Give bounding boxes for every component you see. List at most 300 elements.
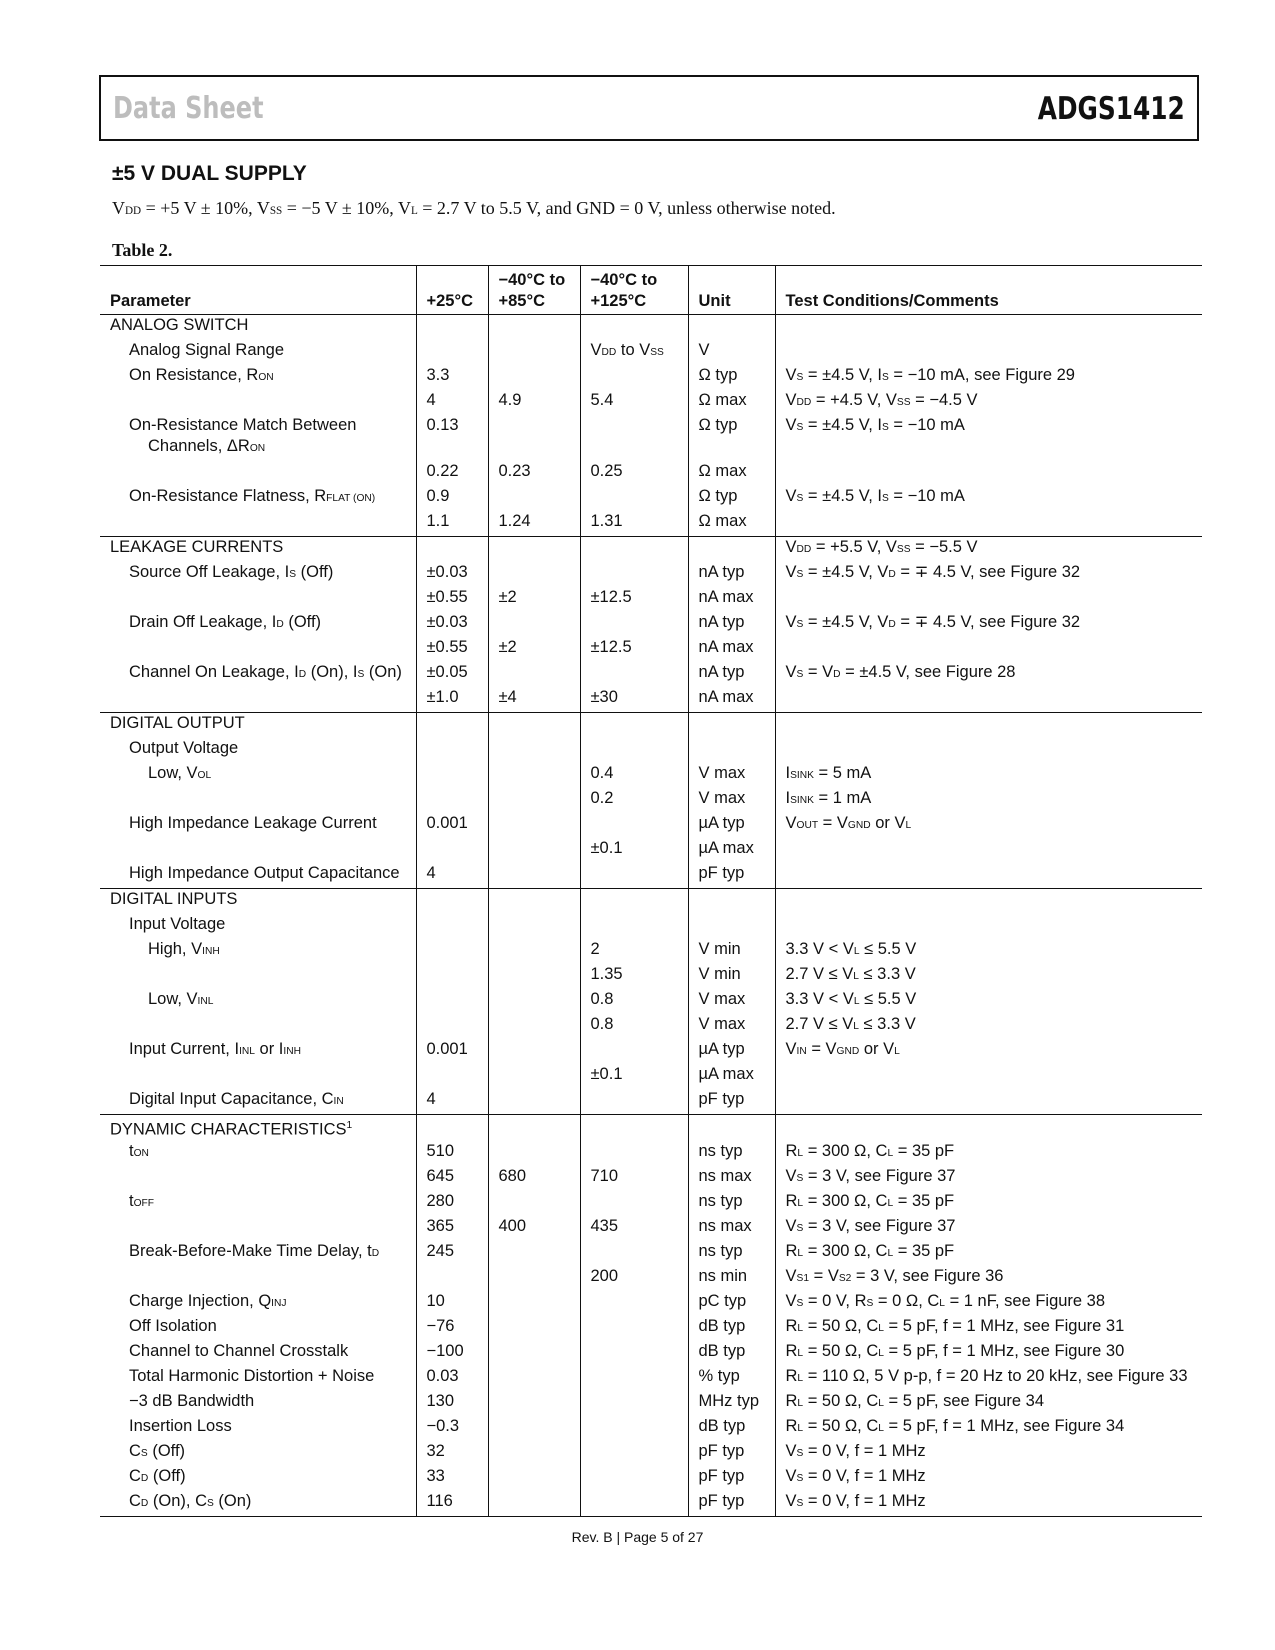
table-cell — [416, 1266, 488, 1291]
table-cell: VDD to VSS — [580, 340, 688, 365]
table-cell — [580, 1039, 688, 1064]
table-cell: 645 — [416, 1166, 488, 1191]
table-cell: ±0.03 — [416, 612, 488, 637]
table-cell: µA max — [688, 838, 775, 863]
table-cell — [100, 964, 416, 989]
table-cell: −3 dB Bandwidth — [129, 1391, 255, 1410]
table-cell: RL = 50 Ω, CL = 5 pF, see Figure 34 — [775, 1391, 1202, 1416]
table-cell — [416, 914, 488, 939]
table-cell — [488, 537, 580, 563]
table-cell — [580, 1241, 688, 1266]
table-cell: 0.13 — [416, 415, 488, 461]
table-cell: ±1.0 — [416, 687, 488, 713]
table-cell: Channel On Leakage, ID (On), IS (On) — [129, 663, 402, 681]
table-cell: 0.2 — [580, 788, 688, 813]
table-cell: dB typ — [688, 1316, 775, 1341]
table-row — [100, 662, 1202, 687]
table-cell — [100, 1166, 416, 1191]
table-cell — [488, 1266, 580, 1291]
table-cell — [488, 1191, 580, 1216]
table-cell — [775, 637, 1202, 662]
table-cell: 0.001 — [416, 1039, 488, 1064]
table-cell: 4 — [416, 390, 488, 415]
table-cell: nA max — [688, 687, 775, 713]
table-cell — [488, 713, 580, 739]
table-cell: Drain Off Leakage, ID (Off) — [129, 613, 322, 631]
table-caption: Table 2. — [112, 240, 173, 260]
table-cell: ISINK = 5 mA — [775, 763, 1202, 788]
table-cell: ns typ — [688, 1241, 775, 1266]
table-row — [100, 365, 1202, 390]
table-cell: Ω max — [688, 461, 775, 486]
table-cell — [580, 1316, 688, 1341]
table-cell: VS = 0 V, f = 1 MHz — [775, 1466, 1202, 1491]
col-parameter: Parameter — [100, 266, 416, 315]
table-cell — [580, 415, 688, 461]
table-cell — [775, 863, 1202, 889]
table-cell: On-Resistance Match Between Channels, ΔRON — [129, 416, 357, 455]
table-cell — [488, 1366, 580, 1391]
table-cell — [775, 914, 1202, 939]
table-cell — [688, 1115, 775, 1141]
table-cell: 400 — [488, 1216, 580, 1241]
table-cell — [688, 738, 775, 763]
table-cell — [775, 587, 1202, 612]
table-cell — [100, 511, 416, 537]
table-row — [100, 1216, 1202, 1241]
table-cell: VS = ±4.5 V, IS = −10 mA — [775, 486, 1202, 511]
table-cell — [488, 738, 580, 763]
table-cell — [488, 989, 580, 1014]
table-cell: pF typ — [688, 1466, 775, 1491]
group-heading-row — [100, 1115, 1202, 1141]
table-cell: 3.3 — [416, 365, 488, 390]
group-heading-row — [100, 315, 1202, 341]
table-cell — [580, 1341, 688, 1366]
table-cell — [488, 1466, 580, 1491]
table-cell — [688, 889, 775, 915]
table-cell — [580, 813, 688, 838]
table-cell: LEAKAGE CURRENTS — [110, 538, 284, 556]
table-cell — [688, 315, 775, 341]
table-row — [100, 1491, 1202, 1517]
table-cell — [580, 1291, 688, 1316]
table-cell: Total Harmonic Distortion + Noise — [129, 1366, 375, 1385]
table-cell — [580, 662, 688, 687]
table-cell: pF typ — [688, 1089, 775, 1115]
table-cell: V max — [688, 1014, 775, 1039]
table-row — [100, 587, 1202, 612]
table-cell: DYNAMIC CHARACTERISTICS$^1$ — [110, 1120, 353, 1139]
table-row — [100, 989, 1202, 1014]
table-cell: % typ — [688, 1366, 775, 1391]
table-cell: ±4 — [488, 687, 580, 713]
table-cell: 0.9 — [416, 486, 488, 511]
table-cell: dB typ — [688, 1341, 775, 1366]
table-cell — [488, 1441, 580, 1466]
table-cell: VIN = VGND or VL — [775, 1039, 1202, 1064]
table-row — [100, 964, 1202, 989]
table-cell: Ω typ — [688, 365, 775, 390]
table-cell — [488, 1039, 580, 1064]
table-row — [100, 763, 1202, 788]
table-cell — [488, 1064, 580, 1089]
table-cell — [416, 1014, 488, 1039]
table-cell: RL = 50 Ω, CL = 5 pF, f = 1 MHz, see Figure 30 — [775, 1341, 1202, 1366]
table-row — [100, 1266, 1202, 1291]
table-cell: 4 — [416, 1089, 488, 1115]
table-cell — [416, 939, 488, 964]
table-cell: 4 — [416, 863, 488, 889]
table-cell — [488, 415, 580, 461]
table-cell: VDD = +5.5 V, VSS = −5.5 V — [775, 537, 1202, 563]
table-cell: RL = 110 Ω, 5 V p-p, f = 20 Hz to 20 kHz, see Figure 33 — [775, 1366, 1202, 1391]
table-cell — [416, 889, 488, 915]
table-row — [100, 1416, 1202, 1441]
table-cell — [488, 813, 580, 838]
table-cell: ±12.5 — [580, 637, 688, 662]
group-heading-row — [100, 537, 1202, 563]
table-cell: ±0.55 — [416, 637, 488, 662]
table-cell — [580, 537, 688, 563]
table-cell: ns max — [688, 1166, 775, 1191]
table-cell — [580, 1416, 688, 1441]
table-row — [100, 415, 1202, 461]
table-row — [100, 914, 1202, 939]
table-cell: 32 — [416, 1441, 488, 1466]
table-cell: 0.03 — [416, 1366, 488, 1391]
table-cell: 0.22 — [416, 461, 488, 486]
table-cell: 1.31 — [580, 511, 688, 537]
table-cell: 5.4 — [580, 390, 688, 415]
table-row — [100, 1466, 1202, 1491]
table-row — [100, 1241, 1202, 1266]
table-cell — [488, 612, 580, 637]
table-cell: MHz typ — [688, 1391, 775, 1416]
table-cell — [580, 1141, 688, 1166]
table-cell: tOFF — [129, 1191, 155, 1210]
table-cell — [580, 1466, 688, 1491]
table-cell — [580, 889, 688, 915]
table-cell: 4.9 — [488, 390, 580, 415]
table-cell — [580, 1441, 688, 1466]
table-cell — [580, 738, 688, 763]
table-cell: DIGITAL OUTPUT — [110, 714, 245, 732]
table-cell: pF typ — [688, 863, 775, 889]
table-row — [100, 687, 1202, 713]
table-row — [100, 863, 1202, 889]
table-cell — [488, 1341, 580, 1366]
table-row — [100, 1316, 1202, 1341]
table-cell: V max — [688, 763, 775, 788]
table-cell: V min — [688, 939, 775, 964]
table-cell: 33 — [416, 1466, 488, 1491]
table-cell — [488, 1491, 580, 1517]
table-cell — [488, 1141, 580, 1166]
table-cell: On-Resistance Flatness, RFLAT (ON) — [129, 487, 376, 505]
table-cell: ANALOG SWITCH — [110, 316, 249, 334]
header-part-number: ADGS1412 — [1037, 91, 1185, 127]
table-cell — [775, 713, 1202, 739]
table-cell: VS = 3 V, see Figure 37 — [775, 1166, 1202, 1191]
table-cell — [775, 1089, 1202, 1115]
table-row — [100, 511, 1202, 537]
table-cell — [775, 340, 1202, 365]
table-cell: pF typ — [688, 1491, 775, 1517]
table-cell — [416, 763, 488, 788]
supply-conditions: VDD = +5 V ± 10%, VSS = −5 V ± 10%, VL = 2.7 V to 5.5 V, and GND = 0 V, unless otherwise noted. — [112, 198, 836, 218]
table-cell: High Impedance Output Capacitance — [100, 863, 416, 889]
table-cell: ISINK = 1 mA — [775, 788, 1202, 813]
table-cell — [580, 612, 688, 637]
table-cell — [416, 838, 488, 863]
table-cell: nA max — [688, 637, 775, 662]
col-unit: Unit — [688, 266, 775, 315]
table-cell — [488, 763, 580, 788]
table-cell: Input Current, IINL or IINH — [129, 1040, 302, 1058]
table-cell — [100, 788, 416, 813]
table-cell — [580, 863, 688, 889]
table-cell — [100, 687, 416, 713]
table-cell — [775, 838, 1202, 863]
table-cell: VS = ±4.5 V, IS = −10 mA, see Figure 29 — [775, 365, 1202, 390]
table-cell: ±0.05 — [416, 662, 488, 687]
table-cell: −0.3 — [416, 1416, 488, 1441]
col-comments: Test Conditions/Comments — [775, 266, 1202, 315]
table-cell — [100, 1064, 416, 1089]
table-row — [100, 1039, 1202, 1064]
table-cell — [100, 461, 416, 486]
table-cell — [775, 511, 1202, 537]
table-cell — [488, 1089, 580, 1115]
table-cell — [488, 1241, 580, 1266]
table-cell: VS1 = VS2 = 3 V, see Figure 36 — [775, 1266, 1202, 1291]
table-cell — [416, 989, 488, 1014]
table-cell: ns max — [688, 1216, 775, 1241]
table-cell — [775, 889, 1202, 915]
col-25c: +25°C — [416, 266, 488, 315]
table-cell — [688, 713, 775, 739]
table-cell — [775, 1115, 1202, 1141]
table-cell: 245 — [416, 1241, 488, 1266]
table-cell: Ω max — [688, 390, 775, 415]
table-cell: Input Voltage — [129, 915, 226, 933]
table-row — [100, 637, 1202, 662]
header-doc-type: Data Sheet — [113, 91, 264, 126]
table-row — [100, 1166, 1202, 1191]
table-cell: VDD = +4.5 V, VSS = −4.5 V — [775, 390, 1202, 415]
table-cell: nA max — [688, 587, 775, 612]
table-cell — [688, 537, 775, 563]
table-cell: V min — [688, 964, 775, 989]
table-cell — [100, 838, 416, 863]
table-cell — [580, 1391, 688, 1416]
table-cell — [488, 340, 580, 365]
table-cell: dB typ — [688, 1416, 775, 1441]
table-cell — [580, 1191, 688, 1216]
table-cell: ns min — [688, 1266, 775, 1291]
table-cell: Low, VOL — [148, 764, 212, 782]
table-cell: RL = 300 Ω, CL = 35 pF — [775, 1141, 1202, 1166]
table-cell — [488, 315, 580, 341]
table-cell — [100, 587, 416, 612]
table-row — [100, 1291, 1202, 1316]
table-cell — [580, 1366, 688, 1391]
table-cell: ±0.1 — [580, 838, 688, 863]
table-cell: 116 — [416, 1491, 488, 1517]
group-heading-row — [100, 713, 1202, 739]
table-cell: −76 — [416, 1316, 488, 1341]
table-cell — [488, 1316, 580, 1341]
table-cell: VOUT = VGND or VL — [775, 813, 1202, 838]
table-cell — [688, 914, 775, 939]
table-cell: 0.8 — [580, 989, 688, 1014]
table-cell — [580, 713, 688, 739]
table-cell — [775, 315, 1202, 341]
table-cell — [580, 1089, 688, 1115]
table-cell — [580, 365, 688, 390]
table-row — [100, 1366, 1202, 1391]
table-cell — [580, 486, 688, 511]
table-cell: CD (On), CS (On) — [100, 1491, 416, 1517]
table-cell — [488, 1416, 580, 1441]
table-cell — [416, 340, 488, 365]
table-cell — [416, 315, 488, 341]
table-cell: VS = 0 V, f = 1 MHz — [775, 1491, 1202, 1517]
table-cell — [416, 788, 488, 813]
table-cell: Off Isolation — [129, 1316, 217, 1335]
table-cell: Output Voltage — [129, 739, 239, 757]
table-row — [100, 1141, 1202, 1166]
table-row — [100, 486, 1202, 511]
table-cell — [488, 863, 580, 889]
col-125c: −40°C to +125°C — [580, 266, 688, 315]
table-row — [100, 461, 1202, 486]
table-cell: RL = 300 Ω, CL = 35 pF — [775, 1241, 1202, 1266]
table-cell: Charge Injection, QINJ — [129, 1291, 287, 1310]
table-cell: 1.35 — [580, 964, 688, 989]
table-cell: 0.001 — [416, 813, 488, 838]
table-cell: RL = 50 Ω, CL = 5 pF, f = 1 MHz, see Figure 34 — [775, 1416, 1202, 1441]
table-cell: 2 — [580, 939, 688, 964]
table-row — [100, 612, 1202, 637]
table-cell: 680 — [488, 1166, 580, 1191]
col-85c: −40°C to +85°C — [488, 266, 580, 315]
table-cell — [416, 713, 488, 739]
table-cell: Source Off Leakage, IS (Off) — [129, 563, 334, 581]
table-cell — [775, 738, 1202, 763]
table-cell: nA typ — [688, 562, 775, 587]
table-cell — [100, 390, 416, 415]
table-cell — [580, 562, 688, 587]
table-cell: RL = 300 Ω, CL = 35 pF — [775, 1191, 1202, 1216]
table-cell: Insertion Loss — [129, 1416, 232, 1435]
table-cell: 2.7 V ≤ VL ≤ 3.3 V — [775, 1014, 1202, 1039]
table-cell — [488, 964, 580, 989]
table-cell: pC typ — [688, 1291, 775, 1316]
table-cell — [775, 461, 1202, 486]
table-cell — [488, 562, 580, 587]
table-cell: Analog Signal Range — [129, 341, 285, 359]
table-cell: µA typ — [688, 813, 775, 838]
table-cell: ±0.1 — [580, 1064, 688, 1089]
table-cell: µA typ — [688, 1039, 775, 1064]
table-cell: V — [688, 340, 775, 365]
table-row — [100, 340, 1202, 365]
table-header-row — [100, 266, 1202, 315]
table-cell: Ω max — [688, 511, 775, 537]
table-cell — [416, 964, 488, 989]
table-cell: 435 — [580, 1216, 688, 1241]
table-cell — [488, 914, 580, 939]
table-row — [100, 1064, 1202, 1089]
table-row — [100, 1441, 1202, 1466]
table-cell: VS = ±4.5 V, IS = −10 mA — [775, 415, 1202, 461]
table-cell: 0.25 — [580, 461, 688, 486]
table-cell — [100, 1014, 416, 1039]
table-cell: VS = 0 V, RS = 0 Ω, CL = 1 nF, see Figure 38 — [775, 1291, 1202, 1316]
table-row — [100, 738, 1202, 763]
table-cell: ±0.03 — [416, 562, 488, 587]
table-row — [100, 1014, 1202, 1039]
table-cell: 2.7 V ≤ VL ≤ 3.3 V — [775, 964, 1202, 989]
table-cell: ns typ — [688, 1141, 775, 1166]
table-cell — [100, 637, 416, 662]
table-cell: CS (Off) — [129, 1441, 186, 1460]
table-row — [100, 562, 1202, 587]
page-footer: Rev. B | Page 5 of 27 — [571, 1529, 704, 1545]
table-row — [100, 939, 1202, 964]
table-row — [100, 788, 1202, 813]
table-cell: 280 — [416, 1191, 488, 1216]
table-cell: RL = 50 Ω, CL = 5 pF, f = 1 MHz, see Figure 31 — [775, 1316, 1202, 1341]
table-cell — [580, 1115, 688, 1141]
table-cell — [775, 1064, 1202, 1089]
table-row — [100, 1391, 1202, 1416]
table-cell: ±30 — [580, 687, 688, 713]
table-cell: ns typ — [688, 1191, 775, 1216]
table-cell: ±0.55 — [416, 587, 488, 612]
table-cell: Break-Before-Make Time Delay, tD — [129, 1241, 380, 1260]
table-row — [100, 838, 1202, 863]
table-cell — [488, 939, 580, 964]
table-cell: 365 — [416, 1216, 488, 1241]
group-heading-row — [100, 889, 1202, 915]
table-cell — [488, 838, 580, 863]
table-cell: 510 — [416, 1141, 488, 1166]
table-cell — [580, 1491, 688, 1517]
table-cell — [488, 1291, 580, 1316]
table-cell — [488, 1391, 580, 1416]
table-cell: Ω typ — [688, 486, 775, 511]
table-cell: ±2 — [488, 637, 580, 662]
table-cell: 200 — [580, 1266, 688, 1291]
section-title: ±5 V DUAL SUPPLY — [112, 162, 307, 185]
table-cell: Ω typ — [688, 415, 775, 461]
table-cell — [416, 1064, 488, 1089]
table-cell — [775, 687, 1202, 713]
table-cell: VS = VD = ±4.5 V, see Figure 28 — [775, 662, 1202, 687]
table-cell — [100, 1216, 416, 1241]
table-cell — [416, 537, 488, 563]
table-cell: VS = 0 V, f = 1 MHz — [775, 1441, 1202, 1466]
table-cell: On Resistance, RON — [129, 366, 274, 384]
table-cell: ±2 — [488, 587, 580, 612]
table-cell: VS = ±4.5 V, VD = ∓ 4.5 V, see Figure 32 — [775, 612, 1202, 637]
table-cell: ±12.5 — [580, 587, 688, 612]
table-cell: 1.1 — [416, 511, 488, 537]
table-cell — [488, 662, 580, 687]
